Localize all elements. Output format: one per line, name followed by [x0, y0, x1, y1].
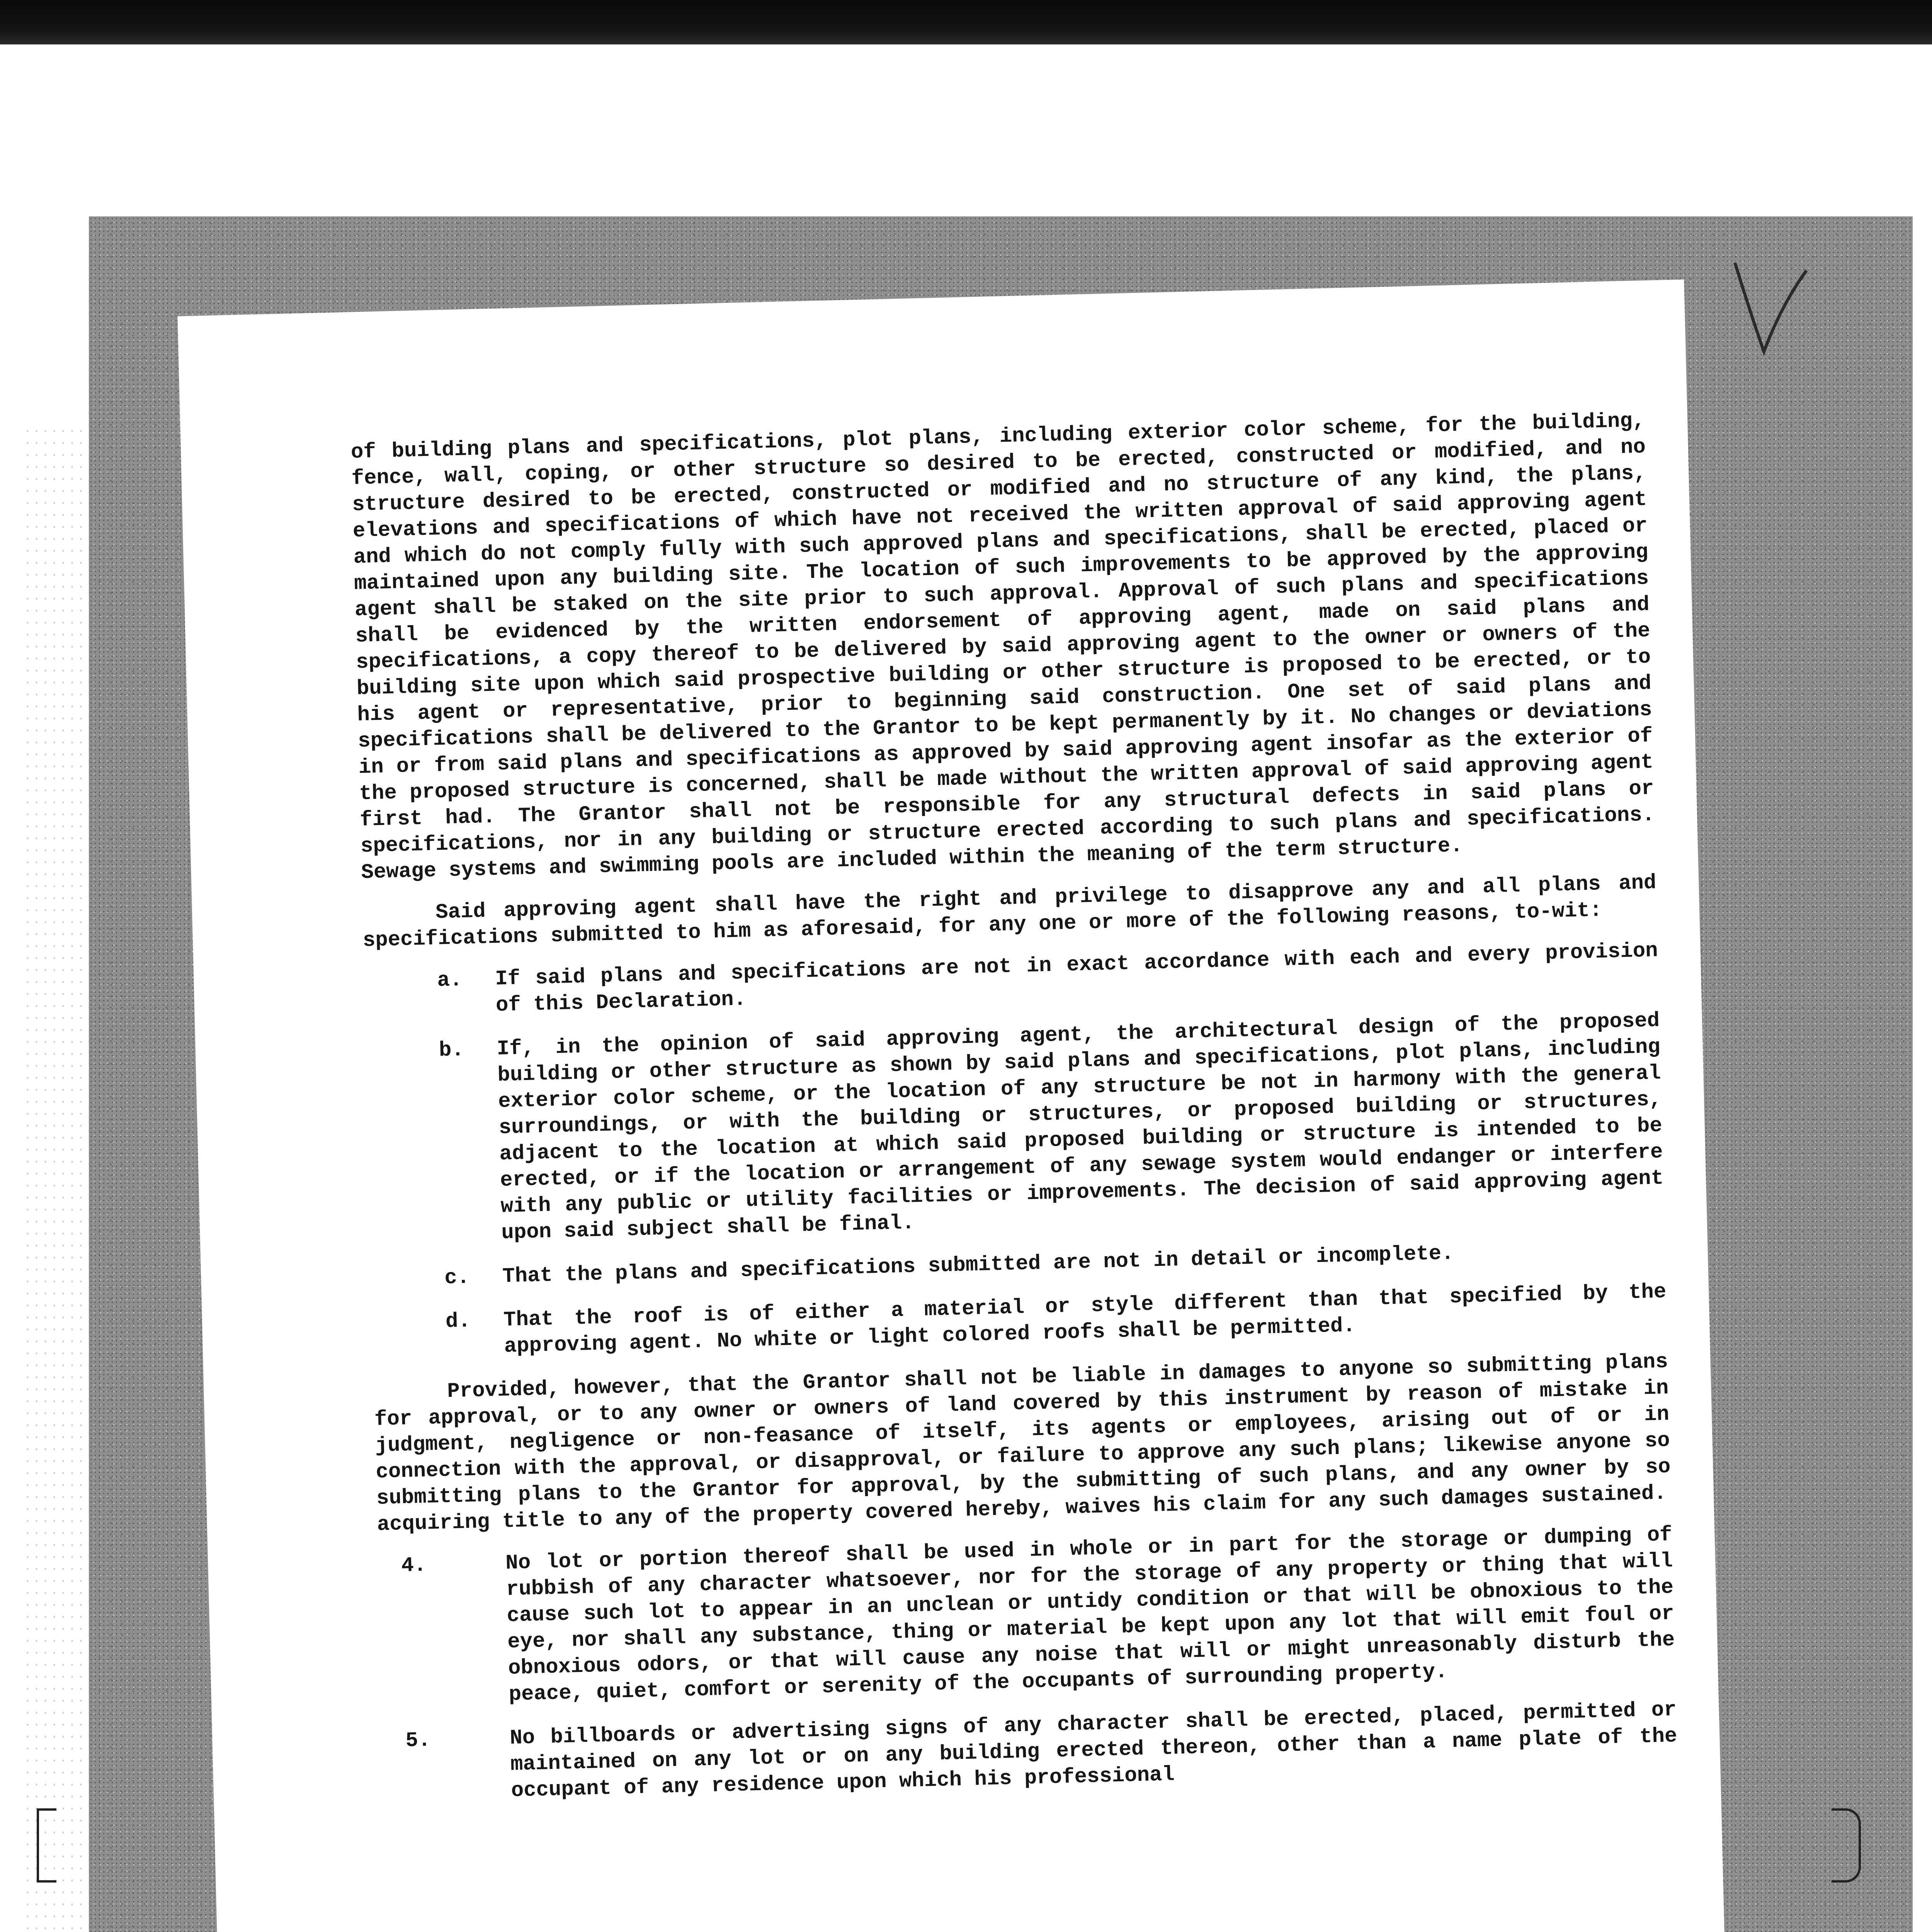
numbered-clause	[378, 1522, 1676, 1711]
scanner-top-edge	[0, 0, 1932, 44]
reason-marker: a.	[437, 968, 463, 993]
reason-text: That the plans and specifications submitted are not in detail or incomplete.	[502, 1242, 1454, 1289]
reason-text: If, in the opinion of said approving agent, the architectural design of the proposed building or other structure as shown by said plans and specifications, plot plans, including exterior color scheme, or the location of any structure be not in harmony with the general surroundings, or with the building or structures, or proposed building or structures, adjacent to the location at which said proposed building or structure is intended to be erected, or if the location or arrangement of any sewage system would endanger or interfere with any public or utility facilities or improvements. The decision of said approving agent upon said subject shall be final.	[497, 1009, 1664, 1245]
document-body	[350, 408, 1679, 1825]
binder-clip-right	[1832, 1808, 1861, 1883]
numbered-clause	[382, 1697, 1678, 1808]
reason-marker: c.	[444, 1265, 470, 1290]
reason-marker: b.	[439, 1038, 464, 1063]
approval-paragraph: of building plans and specifications, plot plans, including exterior color scheme, for the building, fence, wall, coping, or other structure so desired to be erected, constructed or modified, and no structure desired to be erected, constructed or modified and no structure of any kind, the plans, elevations and specifications of which have not received the written approval of said approving agent and which do not comply fully with such approved plans and specifications, shall be erected, placed or maintained upon any building site. The location of such improvements to be approved by the approving agent shall be staked on the site prior to such approval. Approval of such plans and specifications shall be evidenced by the written endorsement of approving agent, made on said plans and specifications, a copy thereof to be delivered by said approving agent to the owner or owners of the building site upon which said prospective building or other structure is proposed to be erected, or to his agent or representative, prior to beginning said construction. One set of said plans and specifications shall be delivered to the Grantor to be kept permanently by it. No changes or deviations in or from said plans and specifications as approved by said approving agent insofar as the exterior of the proposed structure is concerned, shall be made without the written approval of said approving agent first had. The Grantor shall not be responsible for any structural defects in said plans or specifications, nor in any building or structure erected according to such plans and specifications. Sewage systems and swimming pools are included within the meaning of the term structure.	[350, 409, 1655, 885]
clause-number: 5.	[405, 1728, 431, 1753]
reason-text: That the roof is of either a material or style different than that specified by the approving agent. No white or light colored roofs shall be permitted.	[503, 1280, 1667, 1359]
reason-item	[372, 1279, 1667, 1363]
clause-text: No lot or portion thereof shall be used in whole or in part for the storage or dumping of rubbish of any character whatsoever, nor for the storage of any property or thing that will cause such lot to appear in an unclean or untidy condition or that will be obnoxious to the eye, nor shall any substance, thing or material be kept upon any lot that will emit foul or obnoxious odors, or that will cause any noise that will or might unreasonably disturb the peace, quiet, comfort or serenity of the occupants of surrounding property.	[505, 1523, 1675, 1707]
reason-marker: d.	[445, 1309, 471, 1334]
reason-item	[365, 1008, 1664, 1250]
clause-text: No billboards or advertising signs of any character shall be erected, placed, permitted or maintained on any lot or on any building erected thereon, other than a name plate of the occupant of any residence upon which his professional	[509, 1698, 1678, 1803]
proviso-paragraph: Provided, however, that the Grantor shall not be liable in damages to anyone so submitting plans for approval, or to any owner or owners of land covered by this instrument by reason of mistake in judgment, negligence or non-feasance of itself, its agents or employees, arising out of or in connection with the approval, or disapproval, or failure to approve any such plans; likewise anyone so submitting plans to the Grantor for approval, by the submitting of such plans, and any owner by so acquiring title to any of the property covered hereby, waives his claim for any such damages sustained.	[374, 1350, 1671, 1537]
binder-clip-left	[37, 1808, 56, 1883]
reason-text: If said plans and specifications are not in exact accordance with each and every provision of this Declaration.	[495, 939, 1658, 1017]
check-mark-icon	[1727, 255, 1812, 363]
reason-item	[364, 938, 1659, 1022]
document-page	[177, 279, 1739, 1932]
reasons-list	[364, 938, 1667, 1363]
disapproval-intro: Said approving agent shall have the right and privilege to disapprove any and all plans and specifications submitted to him as aforesaid, for any one or more of the following reasons, to-wit:	[362, 871, 1657, 953]
clause-number: 4.	[401, 1553, 427, 1578]
